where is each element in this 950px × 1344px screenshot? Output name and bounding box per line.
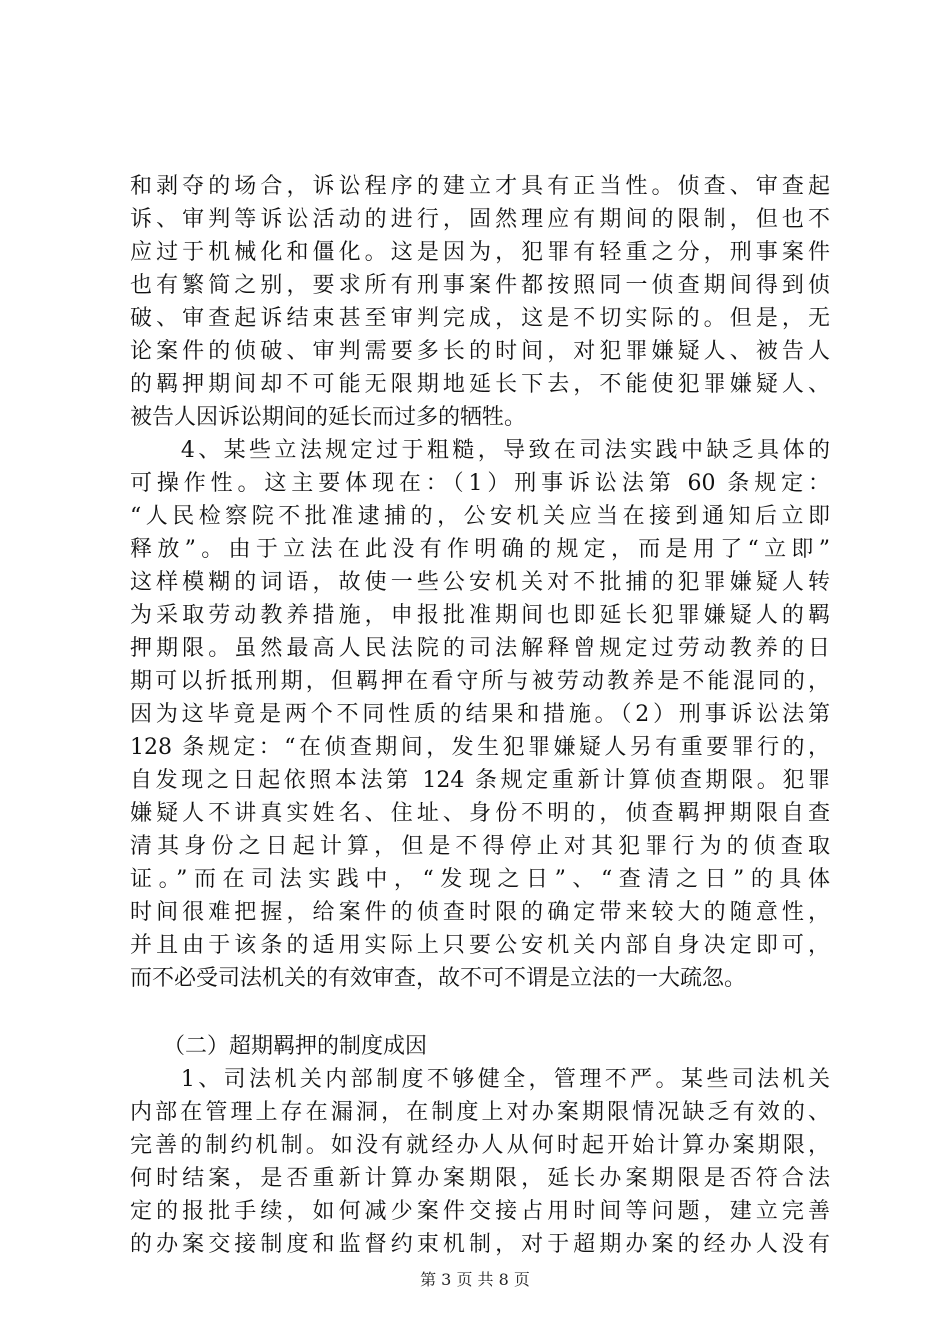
text-line: 何时结案，是否重新计算办案期限，延长办案期限是否符合法 (130, 1166, 830, 1191)
text-line: 期可以折抵刑期，但羁押在看守所与被劳动教养是不能混同的， (130, 669, 830, 694)
text-line: “人民检察院不批准逮捕的，公安机关应当在接到通知后立即 (130, 504, 830, 529)
text-line: 这样模糊的词语，故使一些公安机关对不批捕的犯罪嫌疑人转 (130, 570, 830, 595)
text-line: 的办案交接制度和监督约束机制，对于超期办案的经办人没有 (130, 1232, 830, 1257)
text-line: 也有繁简之别，要求所有刑事案件都按照同一侦查期间得到侦 (130, 273, 830, 298)
text-line: 自发现之日起依照本法第 124 条规定重新计算侦查期限。犯罪 (130, 768, 830, 793)
text-line: 1、司法机关内部制度不够健全，管理不严。某些司法机关 (130, 1067, 830, 1092)
text-line: 为采取劳动教养措施，申报批准期间也即延长犯罪嫌疑人的羁 (130, 603, 830, 628)
text-line: 而不必受司法机关的有效审查，故不可不谓是立法的一大疏忽。 (130, 966, 747, 991)
text-line: 4、某些立法规定过于粗糙，导致在司法实践中缺乏具体的 (130, 438, 830, 463)
text-line: 被告人因诉讼期间的延长而过多的牺牲。 (130, 405, 527, 430)
paragraph-spacer (130, 995, 830, 1030)
text-line: 完善的制约机制。如没有就经办人从何时起开始计算办案期限， (130, 1133, 830, 1158)
paragraph-1 (130, 170, 830, 434)
text-line: 时间很难把握，给案件的侦查时限的确定带来较大的随意性， (130, 900, 830, 925)
paragraph-3 (130, 1063, 830, 1261)
text-line: 和剥夺的场合，诉讼程序的建立才具有正当性。侦查、审查起 (130, 174, 830, 199)
text-line: 清其身份之日起计算，但是不得停止对其犯罪行为的侦查取 (130, 834, 830, 859)
text-line: 证。”而在司法实践中，“发现之日”、“查清之日”的具体 (130, 867, 830, 892)
text-line: 嫌疑人不讲真实姓名、住址、身份不明的，侦查羁押期限自查 (130, 801, 830, 826)
text-line: 诉、审判等诉讼活动的进行，固然理应有期间的限制，但也不 (130, 207, 830, 232)
text-line: 释放”。由于立法在此没有作明确的规定，而是用了“立即” (130, 537, 830, 562)
text-line: 并且由于该条的适用实际上只要公安机关内部自身决定即可， (130, 933, 830, 958)
text-line: 因为这毕竟是两个不同性质的结果和措施。（2）刑事诉讼法第 (130, 702, 830, 727)
document-body (130, 170, 830, 1261)
paragraph-2 (130, 434, 830, 995)
text-line: 押期限。虽然最高人民法院的司法解释曾规定过劳动教养的日 (130, 636, 830, 661)
text-line: 破、审查起诉结束甚至审判完成，这是不切实际的。但是，无 (130, 306, 830, 331)
text-line: 定的报批手续，如何减少案件交接占用时间等问题，建立完善 (130, 1199, 830, 1224)
page-footer: 第 3 页 共 8 页 (420, 1270, 530, 1289)
text-line: 论案件的侦破、审判需要多长的时间，对犯罪嫌疑人、被告人 (130, 339, 830, 364)
section-heading: （二）超期羁押的制度成因 (130, 1034, 428, 1059)
text-line: 应过于机械化和僵化。这是因为，犯罪有轻重之分，刑事案件 (130, 240, 830, 265)
text-line: 内部在管理上存在漏洞，在制度上对办案期限情况缺乏有效的、 (130, 1100, 830, 1125)
text-line: 的羁押期间却不可能无限期地延长下去，不能使犯罪嫌疑人、 (130, 372, 830, 397)
text-line: 可操作性。这主要体现在：（1）刑事诉讼法第 60 条规定： (130, 471, 830, 496)
text-line: 128 条规定：“在侦查期间，发生犯罪嫌疑人另有重要罪行的， (130, 735, 830, 760)
